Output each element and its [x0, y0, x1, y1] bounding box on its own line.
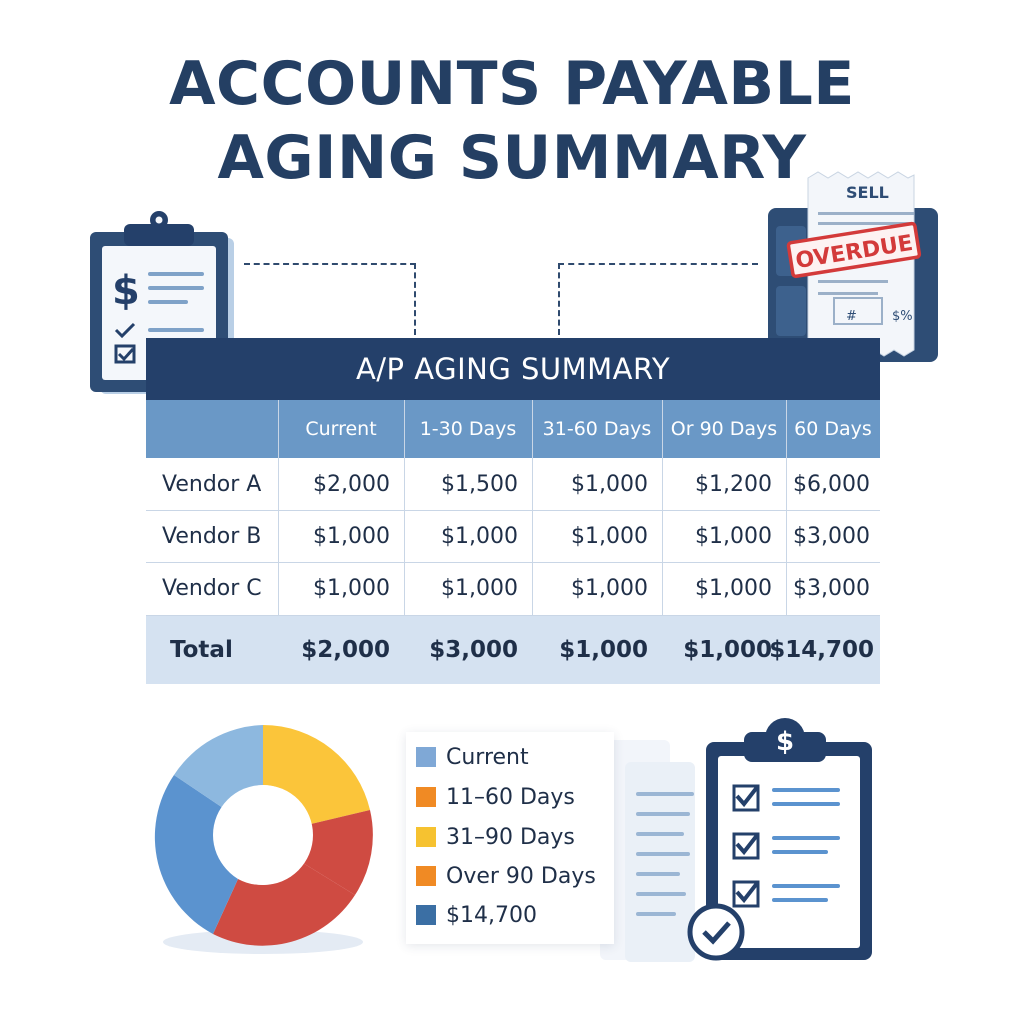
table-cell: $1,000	[313, 576, 390, 601]
receipt-mark-2: $%	[892, 309, 913, 324]
legend-item-11-60	[416, 782, 575, 812]
aging-donut-chart	[148, 720, 388, 960]
table-cell: $1,000	[571, 523, 648, 549]
overdue-stamp: OVERDUE	[793, 230, 915, 275]
legend-item-31-90	[416, 822, 575, 852]
connector-left-h	[244, 263, 416, 265]
checklist-dollar-sign: $	[776, 727, 795, 757]
table-cell: $2,000	[313, 471, 390, 497]
column-header-60: 60 Days	[794, 418, 872, 440]
table-cell: $1,000	[571, 471, 648, 497]
table-cell: $1,000	[441, 576, 518, 601]
connector-right-h	[558, 263, 758, 265]
table-title: A/P AGING SUMMARY	[146, 338, 880, 400]
page-title-line-2: AGING SUMMARY	[217, 123, 807, 193]
legend-label: Current	[446, 744, 529, 770]
table-cell: $6,000	[793, 471, 870, 497]
table-cell: $1,000	[441, 523, 518, 549]
total-cell: $1,000	[559, 637, 648, 663]
checklist-clipboard-icon	[680, 712, 880, 972]
column-header-1-30: 1-30 Days	[419, 418, 517, 440]
table-column-headers	[146, 400, 880, 458]
total-cell: $3,000	[429, 637, 518, 663]
table-cell: $1,500	[441, 471, 518, 497]
clipboard-dollar-sign: $	[112, 268, 140, 314]
column-header-31-60: 31-60 Days	[542, 418, 652, 440]
table-cell: $1,000	[571, 576, 648, 601]
table-cell: $1,000	[695, 576, 772, 601]
table-cell: $1,000	[313, 523, 390, 549]
legend-swatch	[416, 787, 436, 807]
receipt-mark-1: #	[846, 309, 857, 324]
total-label: Total	[170, 637, 233, 663]
legend-swatch	[416, 905, 436, 925]
legend-item-over-90	[416, 861, 596, 891]
aging-table	[146, 338, 880, 684]
vendor-name: Vendor B	[162, 523, 262, 549]
legend-swatch	[416, 747, 436, 767]
legend-item-current	[416, 742, 529, 772]
total-row	[146, 616, 880, 684]
vendor-name: Vendor A	[162, 471, 262, 497]
legend-label: Over 90 Days	[446, 863, 596, 889]
legend-swatch	[416, 827, 436, 847]
column-header-over-90: Or 90 Days	[670, 418, 778, 440]
legend-swatch	[416, 866, 436, 886]
receipt-header: SELL	[846, 183, 889, 202]
legend-label: $14,700	[446, 902, 537, 928]
total-cell: $2,000	[301, 637, 390, 663]
table-cell: $1,000	[695, 523, 772, 549]
table-cell: $3,000	[793, 523, 870, 549]
connector-right-v	[558, 263, 560, 335]
page-title-line-1: ACCOUNTS PAYABLE	[169, 49, 855, 119]
table-cell: $3,000	[793, 576, 870, 601]
connector-left-v	[414, 263, 416, 335]
column-header-blank	[146, 400, 278, 458]
total-cell: $1,000	[683, 637, 772, 663]
table-cell: $1,200	[695, 471, 772, 497]
chart-legend	[406, 732, 614, 944]
legend-label: 11–60 Days	[446, 784, 575, 810]
vendor-name: Vendor C	[162, 576, 262, 601]
legend-item-total	[416, 900, 537, 930]
column-header-current: Current	[305, 418, 377, 440]
legend-label: 31–90 Days	[446, 824, 575, 850]
total-cell: $14,700	[769, 637, 874, 663]
